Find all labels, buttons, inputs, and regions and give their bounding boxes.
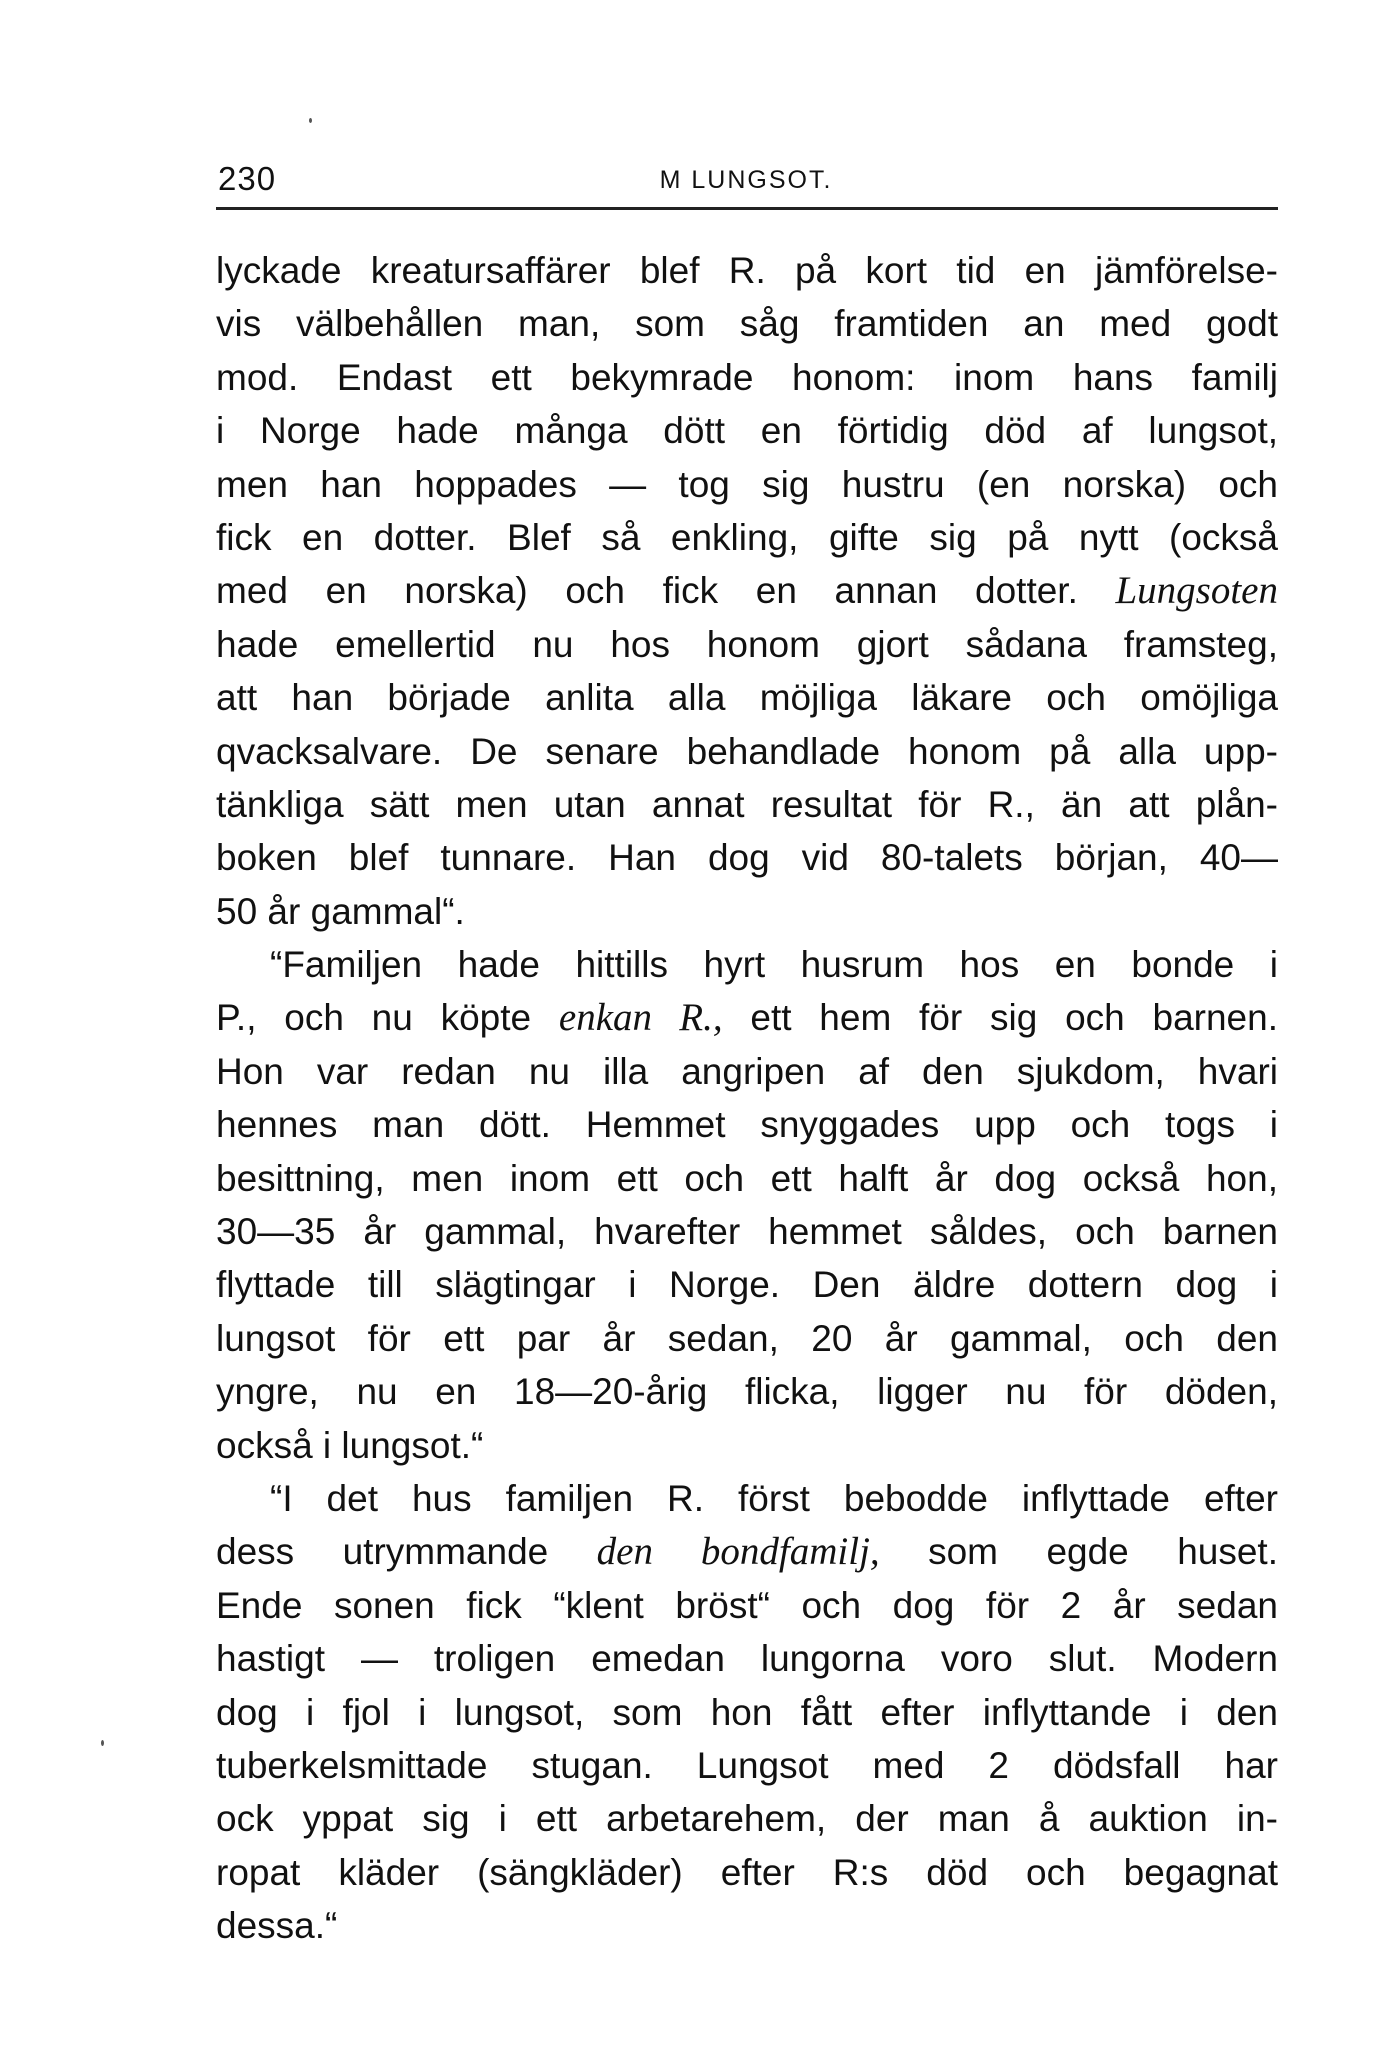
text-segment: lungsot för ett par år sedan, 20 år gammal, och den bbox=[216, 1317, 1278, 1359]
text-segment: ropat kläder (sängkläder) efter R:s död och begagnat bbox=[216, 1851, 1278, 1893]
text-line bbox=[216, 1258, 1278, 1311]
text-line bbox=[216, 244, 1278, 297]
running-title: M LUNGSOT. bbox=[659, 166, 833, 194]
text-segment: dess utrymmande bbox=[216, 1531, 597, 1573]
text-line bbox=[216, 831, 1278, 884]
text-segment: tänkliga sätt men utan annat resultat för R., än att plån- bbox=[216, 783, 1278, 825]
text-line bbox=[216, 1792, 1278, 1845]
text-line bbox=[216, 1312, 1278, 1365]
text-segment: men han hoppades — tog sig hustru (en norska) och bbox=[216, 463, 1278, 505]
page-number: 230 bbox=[218, 160, 277, 197]
text-segment: dog i fjol i lungsot, som hon fått efter inflyttande i den bbox=[216, 1691, 1278, 1733]
header-rule bbox=[216, 207, 1278, 210]
text-segment: Ende sonen fick “klent bröst“ och dog för 2 år sedan bbox=[216, 1584, 1278, 1626]
text-line bbox=[216, 1899, 1278, 1952]
text-line bbox=[216, 351, 1278, 404]
print-speck bbox=[101, 1740, 104, 1746]
text-segment: med en norska) och fick en annan dotter. bbox=[216, 570, 1116, 612]
text-line bbox=[216, 618, 1278, 671]
text-segment: 50 år gammal“. bbox=[216, 890, 465, 932]
text-segment: hade emellertid nu hos honom gjort sådana framsteg, bbox=[216, 623, 1278, 665]
text-segment: mod. Endast ett bekymrade honom: inom hans familj bbox=[216, 356, 1278, 398]
text-line bbox=[216, 1205, 1278, 1258]
italic-emphasis: enkan R., bbox=[558, 996, 723, 1040]
text-line bbox=[216, 1686, 1278, 1739]
text-segment: “Familjen hade hittills hyrt husrum hos en bonde i bbox=[270, 944, 1278, 986]
text-segment: Hon var redan nu illa angripen af den sjukdom, hvari bbox=[216, 1050, 1278, 1092]
text-line bbox=[216, 671, 1278, 724]
text-segment: boken blef tunnare. Han dog vid 80-talets början, 40— bbox=[216, 837, 1278, 879]
text-segment: lyckade kreatursaffärer blef R. på kort tid en jämförelse- bbox=[216, 250, 1278, 291]
text-segment: vis välbehållen man, som såg framtiden an med godt bbox=[216, 303, 1278, 345]
text-line bbox=[216, 778, 1278, 831]
text-segment: flyttade till slägtingar i Norge. Den äldre dottern dog i bbox=[216, 1264, 1278, 1306]
text-line bbox=[216, 404, 1278, 457]
text-segment: besittning, men inom ett och ett halft år dog också hon, bbox=[216, 1157, 1278, 1199]
text-line bbox=[216, 1152, 1278, 1205]
text-line bbox=[216, 1419, 1278, 1472]
text-segment: som egde huset. bbox=[879, 1531, 1278, 1573]
text-segment: yngre, nu en 18—20-årig flicka, ligger nu för döden, bbox=[216, 1371, 1278, 1413]
text-segment: qvacksalvare. De senare behandlade honom på alla upp- bbox=[216, 730, 1278, 772]
text-segment: ock yppat sig i ett arbetarehem, der man å auktion in- bbox=[216, 1798, 1278, 1840]
text-line bbox=[216, 564, 1278, 617]
text-segment: tuberkelsmittade stugan. Lungsot med 2 dödsfall har bbox=[216, 1744, 1278, 1786]
text-line bbox=[216, 1525, 1278, 1578]
italic-emphasis: den bondfamilj, bbox=[596, 1530, 880, 1574]
text-segment: 30—35 år gammal, hvarefter hemmet såldes, och barnen bbox=[216, 1211, 1278, 1253]
print-speck bbox=[309, 118, 312, 123]
text-segment: fick en dotter. Blef så enkling, gifte sig på nytt (också bbox=[216, 516, 1278, 558]
text-line bbox=[216, 458, 1278, 511]
body-text bbox=[216, 244, 1278, 1953]
text-segment: att han började anlita alla möjliga läkare och omöjliga bbox=[216, 677, 1278, 719]
text-line bbox=[216, 991, 1278, 1044]
text-line bbox=[216, 1472, 1278, 1525]
text-segment: hennes man dött. Hemmet snyggades upp och togs i bbox=[216, 1104, 1278, 1146]
text-line bbox=[216, 1739, 1278, 1792]
text-line bbox=[216, 1098, 1278, 1151]
text-segment: dessa.“ bbox=[216, 1905, 338, 1947]
text-segment: i Norge hade många dött en förtidig död af lungsot, bbox=[216, 410, 1278, 452]
italic-emphasis: Lungsoten bbox=[1115, 569, 1278, 613]
text-line bbox=[216, 1365, 1278, 1418]
text-segment: P., och nu köpte bbox=[216, 997, 559, 1039]
text-line bbox=[216, 1632, 1278, 1685]
text-line bbox=[216, 297, 1278, 350]
text-segment: “I det hus familjen R. först bebodde inflyttade efter bbox=[270, 1477, 1278, 1519]
text-line bbox=[216, 725, 1278, 778]
page-header bbox=[216, 160, 1276, 204]
text-line bbox=[216, 1045, 1278, 1098]
text-segment: också i lungsot.“ bbox=[216, 1424, 484, 1466]
text-line bbox=[216, 885, 1278, 938]
text-line bbox=[216, 1579, 1278, 1632]
text-line bbox=[216, 938, 1278, 991]
text-segment: ett hem för sig och barnen. bbox=[722, 997, 1278, 1039]
text-line bbox=[216, 511, 1278, 564]
text-segment: hastigt — troligen emedan lungorna voro slut. Modern bbox=[216, 1638, 1278, 1680]
text-line bbox=[216, 1846, 1278, 1899]
